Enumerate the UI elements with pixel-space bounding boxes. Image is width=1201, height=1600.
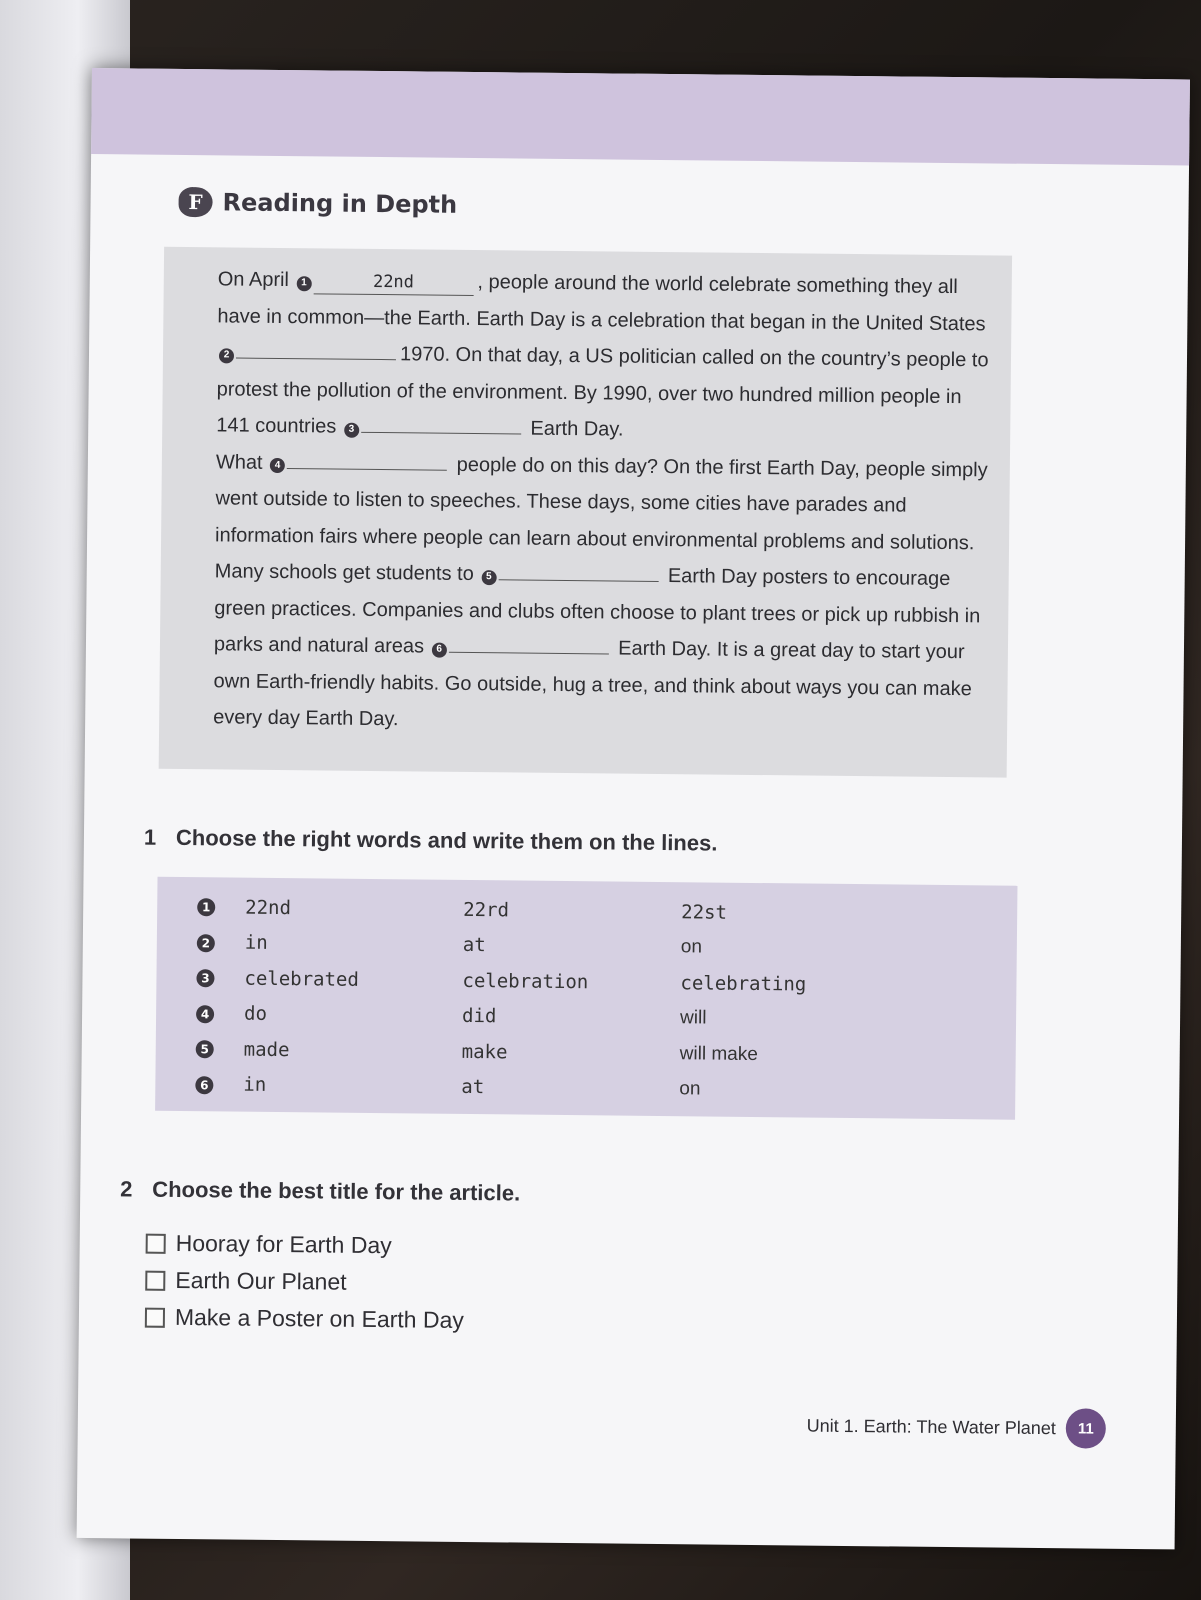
choice-option[interactable]: 22st <box>681 900 728 924</box>
choice-number-5: 5 <box>196 1040 214 1058</box>
checkbox[interactable] <box>145 1307 165 1327</box>
blank-number-4: 4 <box>270 458 285 473</box>
blank-1-answer[interactable]: 22nd <box>313 269 473 296</box>
blank-3[interactable] <box>361 432 521 435</box>
checkbox[interactable] <box>145 1270 165 1290</box>
choice-number-6: 6 <box>195 1076 213 1094</box>
blank-2[interactable] <box>236 358 396 361</box>
task-1-number: 1 <box>143 824 157 850</box>
choice-option[interactable]: 22rd <box>463 898 510 922</box>
choice-option[interactable]: celebrated <box>244 967 359 991</box>
choice-option[interactable]: 22nd <box>245 896 292 919</box>
title-option-label: Earth Our Planet <box>175 1266 347 1295</box>
choice-option[interactable]: at <box>461 1076 485 1099</box>
title-option[interactable] <box>146 1225 465 1265</box>
task-2-heading <box>120 1176 520 1206</box>
blank-6[interactable] <box>449 652 609 655</box>
choice-option[interactable]: in <box>244 931 268 955</box>
choice-number-4: 4 <box>196 1005 214 1023</box>
passage-paragraph-1: On April 1 22nd , people around the world celebrate something they all have in common—the Earth. Earth Day is a celebration that began in the United States 2 1970. On that day, a US politician called on the country’s people to protest the pollution of the environment. By 1990, over two hundred million people in 141 countries 3 Earth Day. <box>216 268 989 441</box>
choice-option[interactable]: will make <box>679 1042 758 1065</box>
blank-4[interactable] <box>287 468 447 471</box>
blank-number-3: 3 <box>344 422 359 437</box>
passage-paragraph-2: What 4 people do on this day? On the first Earth Day, people simply went outside to listen to speeches. These days, some cities have parades and information fairs where people can learn about environmental problems and solutions. Many schools get students to 5 Earth Day posters to encourage green practices. Companies and clubs often choose to plant trees or pick up rubbish in parks and natural areas 6 Earth Day. It is a great day to start your own Earth-friendly habits. Go outside, hug a tree, and think about ways you can make every day Earth Day. <box>213 450 988 731</box>
choice-option[interactable]: at <box>462 934 486 957</box>
choice-option[interactable]: celebration <box>462 969 589 993</box>
blank-5[interactable] <box>498 579 658 582</box>
task-1-heading <box>144 825 718 857</box>
task-2-number: 2 <box>120 1176 133 1202</box>
checkbox[interactable] <box>146 1233 166 1253</box>
title-option-label: Hooray for Earth Day <box>175 1229 392 1259</box>
choice-option[interactable]: do <box>243 1002 268 1026</box>
title-option[interactable] <box>145 1262 464 1302</box>
blank-number-2: 2 <box>219 348 234 363</box>
choice-option[interactable]: will <box>679 1007 707 1029</box>
choice-number-2: 2 <box>197 934 215 952</box>
page-number: 11 <box>1066 1408 1106 1448</box>
choice-row <box>155 1066 1015 1111</box>
choice-option[interactable]: on <box>680 936 703 958</box>
section-title: Reading in Depth <box>222 188 458 219</box>
page-footer <box>806 1406 1106 1449</box>
choice-option[interactable]: make <box>461 1040 508 1064</box>
title-option-label: Make a Poster on Earth Day <box>174 1303 464 1333</box>
section-header <box>178 187 457 220</box>
choice-option[interactable]: in <box>243 1073 267 1097</box>
title-option[interactable] <box>145 1299 464 1339</box>
blank-number-1: 1 <box>296 276 311 291</box>
header-band <box>91 68 1190 165</box>
task-2-instruction: Choose the best title for the article. <box>152 1176 521 1206</box>
choice-option[interactable]: celebrating <box>680 971 807 996</box>
word-choice-table <box>155 877 1017 1120</box>
blank-number-5: 5 <box>481 570 496 585</box>
title-options <box>145 1225 465 1339</box>
choice-option[interactable]: made <box>243 1038 290 1061</box>
blank-number-6: 6 <box>432 642 447 657</box>
workbook-page <box>77 68 1190 1549</box>
task-1-instruction: Choose the right words and write them on the lines. <box>175 824 718 856</box>
section-badge: F <box>178 187 212 217</box>
choice-number-1: 1 <box>197 898 215 916</box>
choice-option[interactable]: on <box>679 1078 701 1100</box>
reading-passage <box>159 247 1012 778</box>
choice-option[interactable]: did <box>461 1005 497 1028</box>
unit-title: Unit 1. Earth: The Water Planet <box>806 1415 1056 1438</box>
choice-number-3: 3 <box>196 969 214 987</box>
